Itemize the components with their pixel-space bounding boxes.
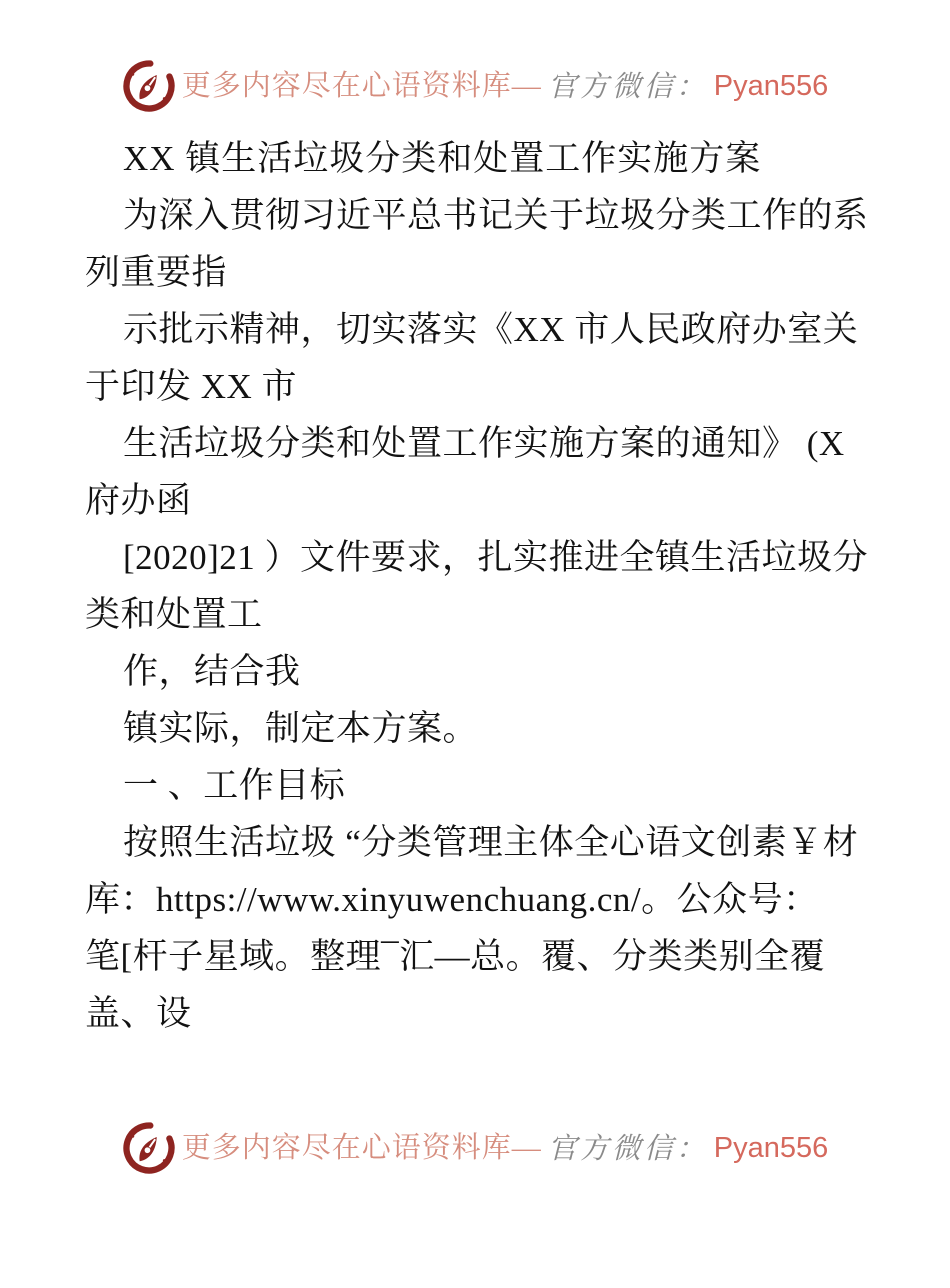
doc-line: 盖、设	[85, 994, 192, 1033]
watermark-brand-text: 更多内容尽在心语资料库—	[181, 1132, 542, 1164]
watermark-wechat-label: 官方微信：	[547, 69, 708, 103]
document-body	[85, 130, 869, 1042]
doc-line: [2020]21 ）文件要求，扎实推进全镇生活垃圾分	[123, 538, 869, 577]
doc-title: XX 镇生活垃圾分类和处置工作实施方案	[123, 139, 762, 178]
doc-line: 列重要指	[85, 253, 228, 292]
doc-line: 府办函	[85, 481, 192, 520]
header-watermark	[0, 58, 950, 114]
pen-nib-logo-icon	[122, 1121, 176, 1175]
doc-line: 于印发 XX 市	[85, 367, 298, 406]
doc-line: 类和处置工	[85, 595, 263, 634]
document-page	[0, 58, 950, 1288]
watermark-wechat-id: Pyan556	[713, 70, 829, 102]
watermark-brand-text: 更多内容尽在心语资料库—	[181, 70, 542, 102]
doc-line: 笔[杆子星域。整理¯汇—总。覆、分类类别全覆	[85, 937, 826, 976]
footer-watermark	[0, 1120, 950, 1176]
pen-nib-logo-icon	[122, 59, 176, 113]
doc-line: 为深入贯彻习近平总书记关于垃圾分类工作的系	[123, 196, 869, 235]
doc-line: 示批示精神，切实落实《XX 市人民政府办室关	[123, 310, 859, 349]
doc-section-heading: 一 、工作目标	[123, 766, 346, 805]
doc-line-with-url: 库：https://www.xinyuwenchuang.cn/。公众号：	[85, 880, 819, 919]
watermark-wechat-id: Pyan556	[713, 1132, 829, 1164]
doc-line: 生活垃圾分类和处置工作实施方案的通知》 (X	[123, 424, 845, 463]
doc-line: 镇实际，制定本方案。	[123, 709, 479, 748]
doc-line: 按照生活垃圾 “分类管理主体全心语文创素￥材	[123, 823, 859, 862]
doc-line: 作，结合我	[123, 652, 301, 691]
watermark-wechat-label: 官方微信：	[547, 1131, 708, 1165]
